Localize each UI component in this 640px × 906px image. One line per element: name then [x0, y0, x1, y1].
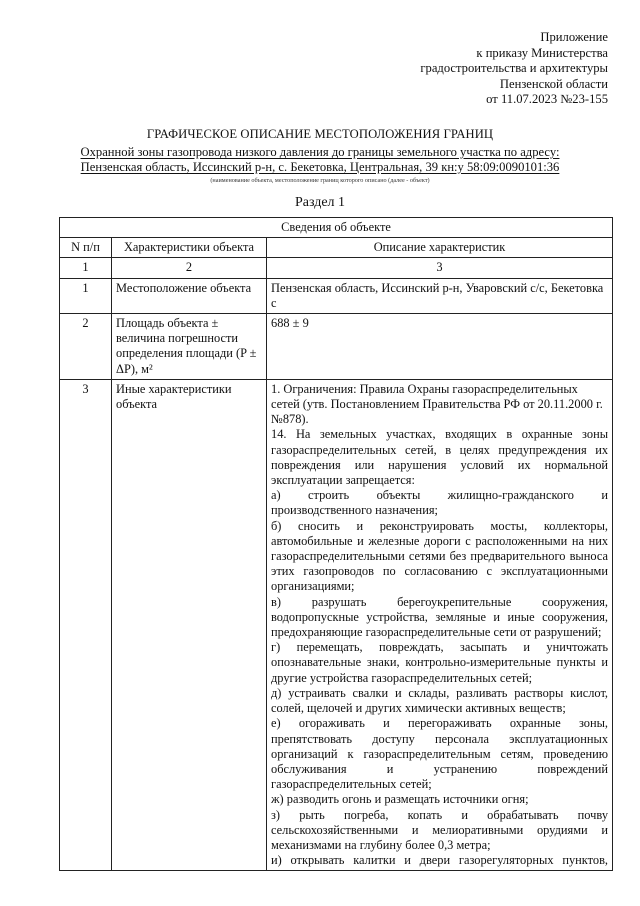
table-caption: Сведения об объекте: [60, 218, 613, 238]
description-paragraph: в) разрушать берегоукрепительные сооружения, водопропускные устройства, земляные и иные сооружения, предохраняющие газораспределительные сети от разрушений;: [271, 594, 609, 640]
appendix-line: градостроительства и архитектуры: [420, 61, 608, 76]
table-row: [60, 314, 613, 380]
row-description: [267, 379, 613, 871]
table-row: [60, 379, 613, 871]
row-num: 2: [60, 314, 112, 380]
description-paragraph: 14. На земельных участках, входящих в охранные зоны газораспределительных сетей, в целях предупреждения их повреждения или нарушения условий их нормальной эксплуатации запрещается:: [271, 427, 609, 488]
col-number: 3: [267, 258, 613, 278]
subject-note: (наименование объекта, местоположение границ которого описано (далее - объект): [210, 177, 430, 184]
description-paragraph: Пензенская область, Иссинский р-н, Уваровский с/с, Бекетовка с: [271, 280, 604, 310]
appendix-line: от 11.07.2023 №23-155: [486, 92, 608, 107]
row-description: [267, 278, 613, 313]
appendix-line: к приказу Министерства: [476, 45, 608, 60]
section-title: Раздел 1: [294, 195, 346, 210]
header-num: N п/п: [60, 238, 112, 258]
row-characteristic: Площадь объекта ± величина погрешности определения площади (P ± ΔP), м²: [112, 314, 267, 380]
subject-line: Пензенская область, Иссинский р-н, с. Бекетовка, Центральная, 39 кн:у 58:09:0090101:36: [80, 160, 560, 174]
appendix-line: Приложение: [540, 30, 608, 44]
document-title: ГРАФИЧЕСКОЕ ОПИСАНИЕ МЕСТОПОЛОЖЕНИЯ ГРАНИЦ: [146, 127, 494, 141]
object-subject: [60, 145, 580, 175]
row-num: 3: [60, 379, 112, 871]
object-info-table: [59, 217, 613, 871]
description-paragraph: 688 ± 9: [271, 316, 309, 331]
col-number: 1: [60, 258, 112, 278]
description-paragraph: 1. Ограничения: Правила Охраны газораспределительных сетей (утв. Постановлением Правительства РФ от 20.11.2000 г. №878).: [271, 381, 603, 427]
subject-line: Охранной зоны газопровода низкого давления до границы земельного участка по адресу:: [80, 145, 560, 159]
appendix-header: [420, 30, 608, 108]
col-number: 2: [112, 258, 267, 278]
description-paragraph: б) сносить и реконструировать мосты, коллекторы, автомобильные и железные дороги с расположенными на них газораспределительными сетями без предварительного выноса этих газопроводов по согласованию с эксплуатационными организациями;: [271, 518, 609, 594]
header-characteristic: Характеристики объекта: [112, 238, 267, 258]
description-paragraph: г) перемещать, повреждать, засыпать и уничтожать опознавательные знаки, контрольно-измерительные пункты и другие устройства газораспределительных сетей;: [271, 640, 609, 685]
description-paragraph: з) рыть погреба, копать и обрабатывать почву сельскохозяйственными и мелиоративными орудиями и механизмами на глубину более 0,3 метра;: [271, 807, 609, 852]
description-paragraph: д) устраивать свалки и склады, разливать растворы кислот, солей, щелочей и других химически активных веществ;: [271, 685, 609, 716]
description-paragraph: е) огораживать и перегораживать охранные зоны, препятствовать доступу персонала эксплуатационных организаций к газораспределительным сетям, проведению обслуживания и устранению повреждений газораспределительных сетей;: [271, 716, 609, 792]
row-description: [267, 314, 613, 380]
description-paragraph: а) строить объекты жилищно-гражданского и производственного назначения;: [271, 488, 609, 518]
row-num: 1: [60, 278, 112, 313]
description-paragraph: ж) разводить огонь и размещать источники огня;: [271, 792, 529, 807]
row-characteristic: Местоположение объекта: [112, 278, 267, 313]
description-paragraph: и) открывать калитки и двери газорегуляторных пунктов,: [271, 853, 609, 868]
row-characteristic: Иные характеристики объекта: [112, 379, 267, 871]
appendix-line: Пензенской области: [499, 76, 608, 91]
header-description: Описание характеристик: [267, 238, 613, 258]
table-row: [60, 278, 613, 313]
